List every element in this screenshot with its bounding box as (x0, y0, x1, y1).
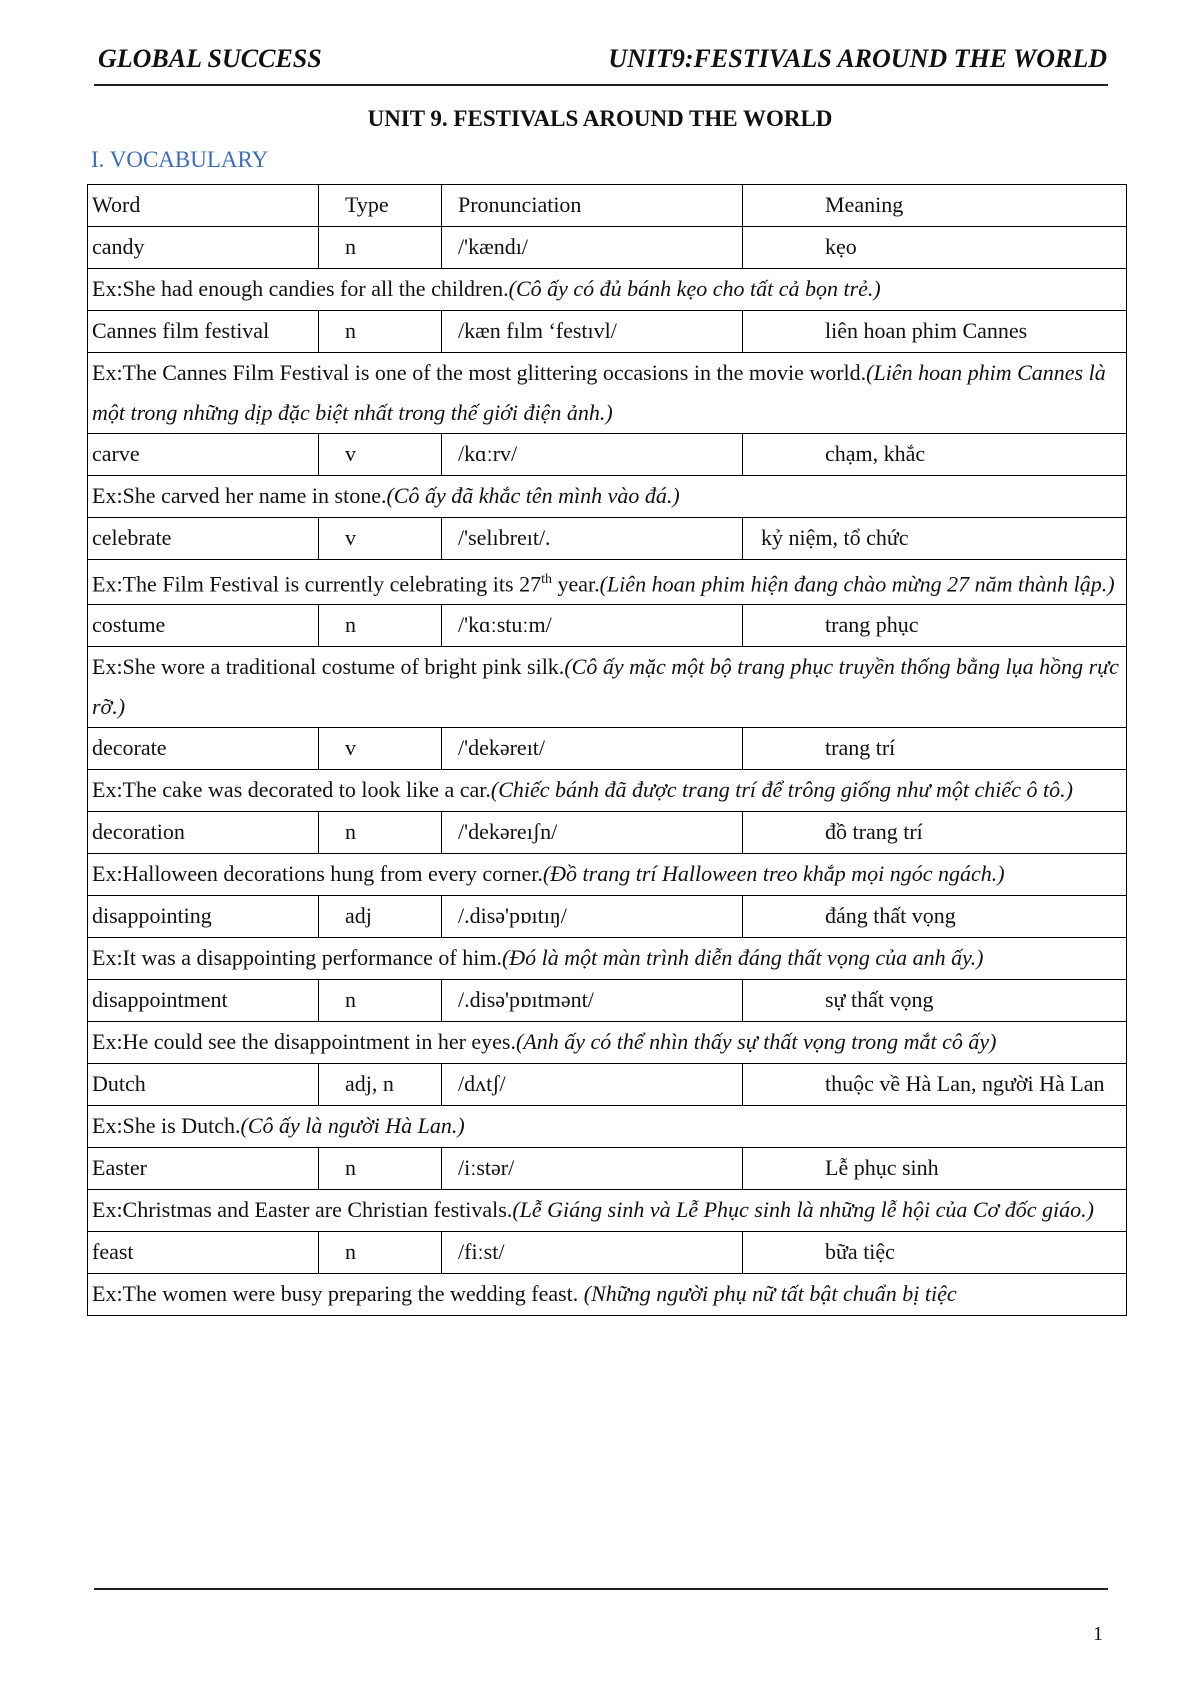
type-cell: adj, n (319, 1064, 442, 1106)
type-cell: n (319, 311, 442, 353)
word-cell: carve (88, 434, 319, 476)
header-word: Word (88, 185, 319, 227)
word-cell: costume (88, 605, 319, 647)
word-cell: disappointment (88, 980, 319, 1022)
table-row (88, 896, 1127, 938)
example-cell (88, 1274, 1127, 1316)
word-cell: Cannes film festival (88, 311, 319, 353)
meaning-cell: đáng thất vọng (743, 896, 1127, 938)
word-cell: celebrate (88, 518, 319, 560)
word-cell: decorate (88, 728, 319, 770)
meaning-cell: đồ trang trí (743, 812, 1127, 854)
page-title: UNIT 9. FESTIVALS AROUND THE WORLD (367, 106, 833, 131)
example-row (88, 770, 1127, 812)
header-rule (94, 84, 1108, 86)
meaning-cell: kẹo (743, 227, 1127, 269)
word-cell: Dutch (88, 1064, 319, 1106)
meaning-cell: thuộc về Hà Lan, người Hà Lan (743, 1064, 1127, 1106)
example-english: Ex:The cake was decorated to look like a car. (92, 777, 491, 803)
pronunciation-cell: /fiːst/ (442, 1232, 743, 1274)
example-english: Ex:Christmas and Easter are Christian festivals. (92, 1197, 513, 1223)
pronunciation-cell: /'selıbreıt/. (442, 518, 743, 560)
example-cell (88, 1022, 1127, 1064)
example-english: Ex:It was a disappointing performance of him. (92, 945, 502, 971)
example-vietnamese: (Cô ấy có đủ bánh kẹo cho tất cả bọn trẻ.) (508, 276, 881, 301)
example-cell (88, 1106, 1127, 1148)
table-row (88, 518, 1127, 560)
table-row (88, 812, 1127, 854)
pronunciation-cell: /iːstər/ (442, 1148, 743, 1190)
example-vietnamese: (Những người phụ nữ tất bật chuẩn bị tiệc (583, 1281, 957, 1307)
example-cell (88, 476, 1127, 518)
header-right: UNIT9:FESTIVALS AROUND THE WORLD (608, 44, 1107, 73)
meaning-cell: sự thất vọng (743, 980, 1127, 1022)
example-row (88, 1106, 1127, 1148)
example-english: Ex:The Cannes Film Festival is one of the most glittering occasions in the movie world. (92, 360, 867, 385)
meaning-cell: liên hoan phim Cannes (743, 311, 1127, 353)
page-header (98, 44, 1107, 80)
type-cell: n (319, 1148, 442, 1190)
word-cell: Easter (88, 1148, 319, 1190)
type-cell: adj (319, 896, 442, 938)
table-row (88, 728, 1127, 770)
example-vietnamese: (Cô ấy là người Hà Lan.) (240, 1113, 465, 1139)
example-english: Ex:She carved her name in stone. (92, 483, 387, 508)
example-row (88, 476, 1127, 518)
type-cell: n (319, 980, 442, 1022)
example-english: Ex:He could see the disappointment in her eyes. (92, 1029, 516, 1055)
example-english: Ex:She is Dutch. (92, 1113, 241, 1139)
header-pronunciation: Pronunciation (442, 185, 743, 227)
example-english-cont: year. (551, 571, 600, 597)
example-cell (88, 560, 1127, 605)
pronunciation-cell: /'kɑːstuːm/ (442, 605, 743, 647)
pronunciation-cell: /'kændı/ (442, 227, 743, 269)
footer-rule (94, 1588, 1108, 1590)
meaning-cell: trang trí (743, 728, 1127, 770)
example-cell (88, 1190, 1127, 1232)
example-english: Ex:The women were busy preparing the wedding feast. (92, 1281, 584, 1307)
type-cell: n (319, 227, 442, 269)
type-cell: n (319, 605, 442, 647)
example-row (88, 854, 1127, 896)
example-row (88, 269, 1127, 311)
example-vietnamese: (Đồ trang trí Halloween treo khắp mọi ngóc ngách.) (542, 861, 1005, 887)
type-cell: n (319, 812, 442, 854)
word-cell: decoration (88, 812, 319, 854)
example-superscript: th (541, 572, 552, 587)
word-cell: candy (88, 227, 319, 269)
table-row (88, 1232, 1127, 1274)
example-cell (88, 353, 1127, 434)
meaning-cell: trang phục (743, 605, 1127, 647)
example-cell (88, 647, 1127, 728)
example-row (88, 647, 1127, 728)
pronunciation-cell: /kæn fılm ‘festıvl/ (442, 311, 743, 353)
example-row (88, 1190, 1127, 1232)
example-vietnamese: (Lễ Giáng sinh và Lễ Phục sinh là những lễ hội của Cơ đốc giáo.) (512, 1197, 1094, 1223)
pronunciation-cell: /dʌtʃ/ (442, 1064, 743, 1106)
example-vietnamese: (Đó là một màn trình diễn đáng thất vọng của anh ấy.) (501, 945, 984, 971)
section-heading: I. VOCABULARY (91, 147, 269, 172)
vocabulary-table (87, 184, 1127, 1316)
type-cell: v (319, 518, 442, 560)
type-cell: v (319, 434, 442, 476)
meaning-cell: kỷ niệm, tổ chức (743, 518, 1127, 560)
header-type: Type (319, 185, 442, 227)
meaning-cell: chạm, khắc (743, 434, 1127, 476)
example-row (88, 560, 1127, 605)
pronunciation-cell: /kɑːrv/ (442, 434, 743, 476)
example-cell (88, 269, 1127, 311)
example-vietnamese: (Liên hoan phim Cannes là một trong những dịp đặc biệt nhất trong thế giới điện ảnh.) (92, 360, 1106, 425)
example-vietnamese: (Cô ấy đã khắc tên mình vào đá.) (386, 483, 680, 508)
table-row (88, 434, 1127, 476)
meaning-cell: bữa tiệc (743, 1232, 1127, 1274)
pronunciation-cell: /.disə'pɒıtmənt/ (442, 980, 743, 1022)
header-left: GLOBAL SUCCESS (98, 44, 322, 73)
example-vietnamese: (Liên hoan phim hiện đang chào mừng 27 năm thành lập.) (599, 571, 1115, 597)
type-cell: n (319, 1232, 442, 1274)
pronunciation-cell: /.disə'pɒıtıŋ/ (442, 896, 743, 938)
example-vietnamese: (Chiếc bánh đã được trang trí để trông giống như một chiếc ô tô.) (490, 777, 1073, 803)
example-row (88, 1022, 1127, 1064)
example-english: Ex:She had enough candies for all the children. (92, 276, 509, 301)
example-cell (88, 854, 1127, 896)
table-row (88, 1148, 1127, 1190)
example-row (88, 938, 1127, 980)
example-cell (88, 938, 1127, 980)
example-vietnamese: (Anh ấy có thể nhìn thấy sự thất vọng trong mắt cô ấy) (516, 1029, 997, 1055)
word-cell: feast (88, 1232, 319, 1274)
pronunciation-cell: /'dekəreıʃn/ (442, 812, 743, 854)
pronunciation-cell: /'dekəreıt/ (442, 728, 743, 770)
table-row (88, 227, 1127, 269)
meaning-cell: Lễ phục sinh (743, 1148, 1127, 1190)
example-english: Ex:She wore a traditional costume of bright pink silk. (92, 654, 565, 680)
table-row (88, 1064, 1127, 1106)
table-row (88, 980, 1127, 1022)
example-english: Ex:Halloween decorations hung from every corner. (92, 861, 543, 887)
example-row (88, 353, 1127, 434)
table-row (88, 311, 1127, 353)
example-english: Ex:The Film Festival is currently celebrating its 27 (92, 571, 542, 597)
example-vietnamese: (Cô ấy mặc một bộ trang phục truyền thống bằng lụa hồng rực rỡ.) (92, 654, 1119, 720)
example-row (88, 1274, 1127, 1316)
page-number: 1 (1093, 1623, 1103, 1645)
table-header-row (88, 185, 1127, 227)
table-row (88, 605, 1127, 647)
header-meaning: Meaning (743, 185, 1127, 227)
type-cell: v (319, 728, 442, 770)
word-cell: disappointing (88, 896, 319, 938)
example-cell (88, 770, 1127, 812)
